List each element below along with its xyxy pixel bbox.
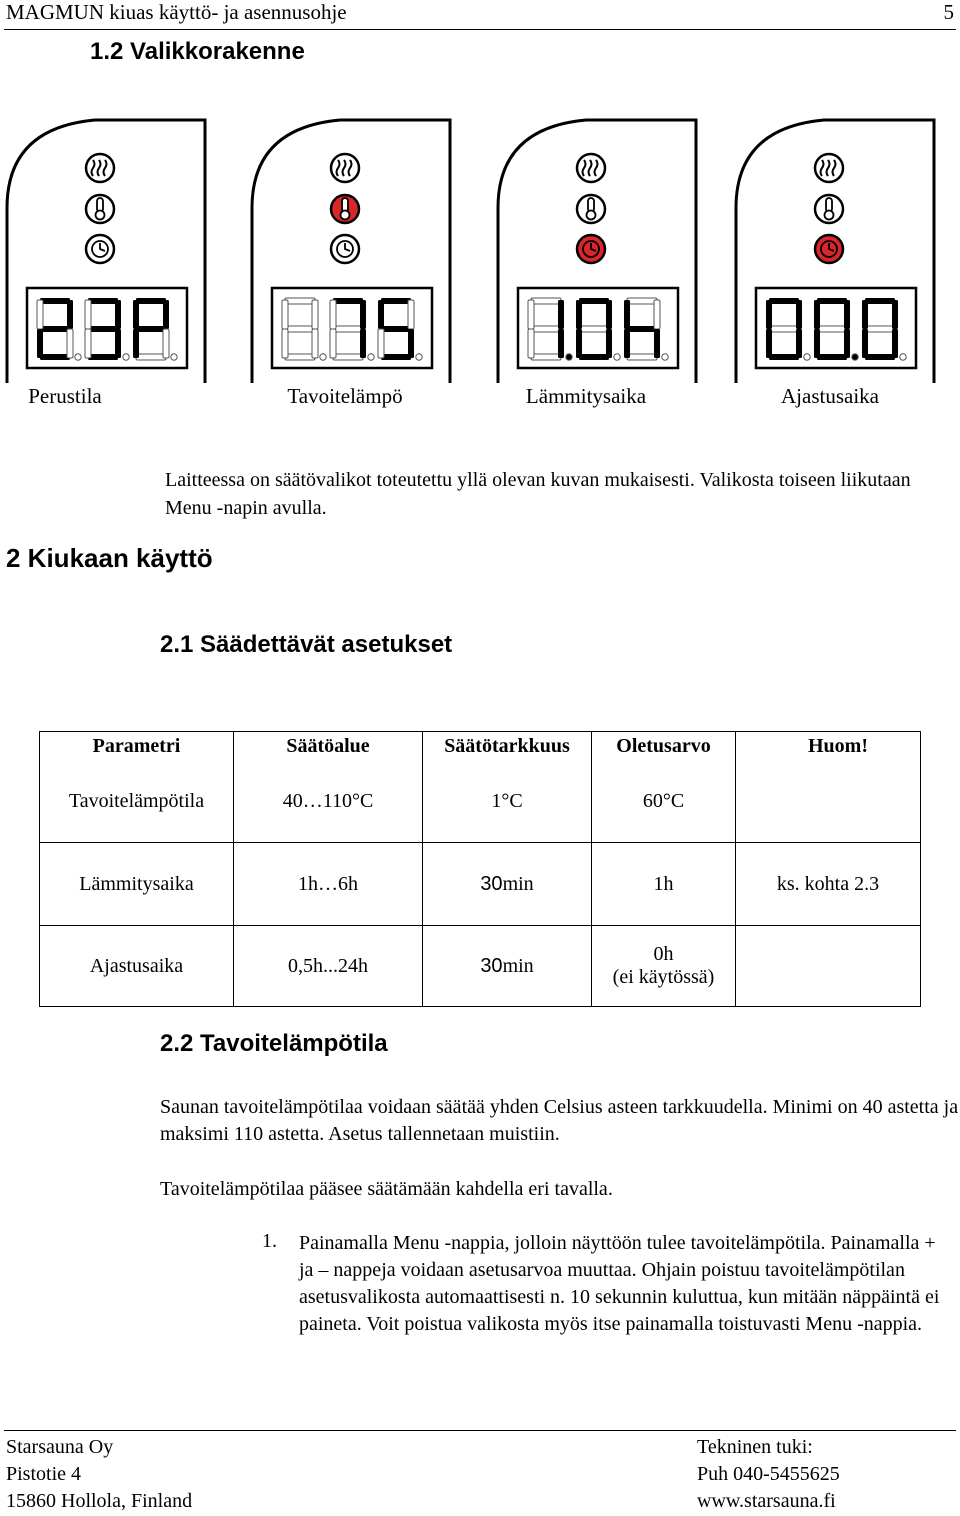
seven-segment-display bbox=[756, 288, 916, 368]
decimal-point bbox=[804, 354, 810, 360]
panel-perustila bbox=[5, 118, 225, 383]
footer-address bbox=[6, 1434, 192, 1515]
display-segment bbox=[654, 329, 660, 358]
default-note: (ei käytössä) bbox=[612, 966, 715, 988]
display-segment bbox=[37, 300, 43, 329]
display-segment bbox=[360, 300, 366, 329]
display-segment bbox=[579, 354, 609, 360]
heat-icon bbox=[86, 154, 114, 182]
clock-icon bbox=[331, 235, 359, 263]
decimal-point bbox=[566, 354, 572, 360]
display-segment bbox=[606, 329, 612, 358]
display-segment bbox=[624, 329, 630, 358]
display-segment bbox=[85, 300, 91, 329]
panel-graphic bbox=[496, 118, 716, 383]
display-segment bbox=[115, 329, 121, 358]
paragraph: Tavoitelämpötilaa pääsee säätämään kahdella eri tavalla. bbox=[160, 1178, 613, 1200]
display-segment bbox=[814, 329, 820, 358]
display-segment bbox=[133, 329, 139, 358]
display-segment bbox=[576, 329, 582, 358]
decimal-point bbox=[368, 354, 374, 360]
default-value: 0h bbox=[653, 943, 674, 965]
footer-phone: Puh 040-5455625 bbox=[697, 1463, 840, 1485]
list-item-text: Painamalla Menu -nappia, jolloin näyttöön tulee tavoitelämpötila. Painamalla + ja – nappeja voidaan asetusarvoa muuttaa. Ohjain poistuu tavoitelämpötilan asetusvalikosta automaattisesti n. 10 sekunnin kuluttua, kun mitään näppäintä ei paineta. Voit poistua valikosta myös itse painamalla toistuvasti Menu -nappia. bbox=[299, 1232, 940, 1335]
display-segment bbox=[531, 326, 561, 332]
header-title: MAGMUN kiuas käyttö- ja asennusohje bbox=[6, 0, 347, 24]
display-segment bbox=[766, 300, 772, 329]
display-segment bbox=[627, 326, 657, 332]
display-segment bbox=[892, 329, 898, 358]
table-row bbox=[40, 760, 921, 843]
table-cell-range: 1h…6h bbox=[234, 843, 423, 926]
display-segment bbox=[133, 300, 139, 329]
panel-lammitysaika bbox=[496, 118, 716, 383]
table-row bbox=[40, 843, 921, 926]
table-header-cell: Parametri bbox=[40, 732, 234, 761]
display-segment bbox=[817, 298, 847, 304]
display-segment bbox=[163, 329, 169, 358]
page-number: 5 bbox=[943, 0, 954, 24]
display-segment bbox=[360, 329, 366, 358]
display-segment bbox=[766, 329, 772, 358]
heat-icon bbox=[331, 154, 359, 182]
display-segment bbox=[40, 354, 70, 360]
table-cell-default bbox=[592, 926, 736, 1007]
decimal-point bbox=[171, 354, 177, 360]
display-segment bbox=[40, 298, 70, 304]
table-cell-param: Lämmitysaika bbox=[40, 843, 234, 926]
panel-graphic bbox=[5, 118, 225, 383]
seven-segment-display bbox=[272, 288, 432, 368]
display-segment bbox=[576, 300, 582, 329]
section-heading-2-1: 2.1 Säädettävät asetukset bbox=[160, 631, 453, 658]
footer-web[interactable]: www.starsauna.fi bbox=[697, 1490, 836, 1512]
table-cell-param: Ajastusaika bbox=[40, 926, 234, 1007]
section-heading-1-2: 1.2 Valikkorakenne bbox=[90, 38, 305, 65]
display-segment bbox=[817, 326, 847, 332]
table-cell-default: 60°C bbox=[592, 760, 736, 843]
display-segment bbox=[333, 298, 363, 304]
decimal-point bbox=[662, 354, 668, 360]
display-segment bbox=[85, 329, 91, 358]
display-segment bbox=[115, 300, 121, 329]
panel-graphic bbox=[734, 118, 954, 383]
footer-street: Pistotie 4 bbox=[6, 1463, 82, 1485]
table-cell-step bbox=[423, 926, 592, 1007]
table-cell-range: 40…110°C bbox=[234, 760, 423, 843]
footer-city: 15860 Hollola, Finland bbox=[6, 1490, 193, 1512]
clock-icon bbox=[86, 235, 114, 263]
display-segment bbox=[862, 329, 868, 358]
panel-tavoitelampo bbox=[250, 118, 470, 383]
footer-support bbox=[697, 1434, 840, 1515]
display-segment bbox=[88, 298, 118, 304]
table-header-cell: Oletusarvo bbox=[592, 732, 736, 761]
table-row bbox=[40, 926, 921, 1007]
decimal-point bbox=[123, 354, 129, 360]
panel-label-lammitysaika: Lämmitysaika bbox=[525, 384, 647, 408]
display-segment bbox=[817, 354, 847, 360]
step-number: 1°C bbox=[491, 789, 523, 812]
display-segment bbox=[378, 300, 384, 329]
display-segment bbox=[312, 329, 318, 358]
display-segment bbox=[769, 298, 799, 304]
decimal-point bbox=[900, 354, 906, 360]
table-cell-note bbox=[736, 926, 921, 1007]
display-segment bbox=[88, 326, 118, 332]
panel-label-perustila: Perustila bbox=[28, 384, 102, 408]
panel-graphic bbox=[250, 118, 470, 383]
display-segment bbox=[579, 326, 609, 332]
display-segment bbox=[844, 329, 850, 358]
display-segment bbox=[528, 329, 534, 358]
section-heading-2: 2 Kiukaan käyttö bbox=[6, 543, 213, 573]
display-segment bbox=[862, 300, 868, 329]
display-segment bbox=[136, 354, 166, 360]
decimal-point bbox=[320, 354, 326, 360]
thermometer-icon bbox=[86, 195, 114, 223]
display-segment bbox=[378, 329, 384, 358]
clock-icon bbox=[577, 235, 605, 263]
footer-rule bbox=[4, 1430, 956, 1431]
display-segment bbox=[330, 329, 336, 358]
display-segment bbox=[654, 300, 660, 329]
intro-paragraph: Laitteessa on säätövalikot toteutettu yllä olevan kuvan mukaisesti. Valikosta toiseen liikutaan Menu -napin avulla. bbox=[165, 469, 911, 519]
table-header-cell: Säätötarkkuus bbox=[423, 732, 592, 761]
panel-ajastusaika bbox=[734, 118, 954, 383]
panel-label-tavoitelampo: Tavoitelämpö bbox=[287, 384, 403, 408]
display-segment bbox=[136, 326, 166, 332]
display-segment bbox=[330, 300, 336, 329]
display-segment bbox=[163, 300, 169, 329]
display-segment bbox=[67, 300, 73, 329]
display-segment bbox=[528, 300, 534, 329]
display-segment bbox=[285, 298, 315, 304]
display-segment bbox=[627, 354, 657, 360]
footer-company: Starsauna Oy bbox=[6, 1436, 114, 1458]
display-segment bbox=[579, 298, 609, 304]
header-rule bbox=[4, 29, 956, 30]
display-segment bbox=[844, 300, 850, 329]
table-cell-default: 1h bbox=[592, 843, 736, 926]
display-segment bbox=[312, 300, 318, 329]
list-number: 1. bbox=[262, 1230, 277, 1252]
display-segment bbox=[88, 354, 118, 360]
table-header-cell: Säätöalue bbox=[234, 732, 423, 761]
step-number: 30 bbox=[480, 872, 503, 895]
display-segment bbox=[531, 354, 561, 360]
display-segment bbox=[796, 329, 802, 358]
decimal-point bbox=[416, 354, 422, 360]
table-cell-note bbox=[736, 760, 921, 843]
display-segment bbox=[408, 329, 414, 358]
step-unit: min bbox=[502, 954, 534, 977]
step-number: 30 bbox=[480, 954, 503, 977]
decimal-point bbox=[614, 354, 620, 360]
display-segment bbox=[408, 300, 414, 329]
table-header-cell: Huom! bbox=[736, 732, 921, 761]
display-segment bbox=[531, 298, 561, 304]
display-segment bbox=[814, 300, 820, 329]
thermometer-icon bbox=[815, 195, 843, 223]
display-segment bbox=[381, 326, 411, 332]
display-segment bbox=[892, 300, 898, 329]
display-segment bbox=[381, 354, 411, 360]
display-segment bbox=[558, 329, 564, 358]
seven-segment-display bbox=[27, 288, 187, 368]
display-segment bbox=[624, 300, 630, 329]
decimal-point bbox=[852, 354, 858, 360]
display-segment bbox=[865, 326, 895, 332]
display-segment bbox=[381, 298, 411, 304]
display-segment bbox=[37, 329, 43, 358]
display-segment bbox=[333, 326, 363, 332]
table-cell-step bbox=[423, 843, 592, 926]
display-segment bbox=[606, 300, 612, 329]
display-segment bbox=[67, 329, 73, 358]
table-cell-range: 0,5h...24h bbox=[234, 926, 423, 1007]
display-segment bbox=[282, 300, 288, 329]
seven-segment-display bbox=[518, 288, 678, 368]
display-segment bbox=[136, 298, 166, 304]
table-cell-param: Tavoitelämpötila bbox=[40, 760, 234, 843]
display-segment bbox=[796, 300, 802, 329]
display-segment bbox=[865, 354, 895, 360]
step-unit: min bbox=[502, 872, 534, 895]
display-segment bbox=[40, 326, 70, 332]
clock-icon bbox=[815, 235, 843, 263]
decimal-point bbox=[75, 354, 81, 360]
display-segment bbox=[627, 298, 657, 304]
heat-icon bbox=[815, 154, 843, 182]
panel-label-ajastusaika: Ajastusaika bbox=[781, 384, 879, 408]
thermometer-icon bbox=[331, 195, 359, 223]
table-cell-step bbox=[423, 760, 592, 843]
display-segment bbox=[285, 326, 315, 332]
thermometer-icon bbox=[577, 195, 605, 223]
section-heading-2-2: 2.2 Tavoitelämpötila bbox=[160, 1030, 388, 1057]
footer-support-label: Tekninen tuki: bbox=[697, 1436, 813, 1458]
table-cell-note: ks. kohta 2.3 bbox=[736, 843, 921, 926]
heat-icon bbox=[577, 154, 605, 182]
display-segment bbox=[769, 354, 799, 360]
display-segment bbox=[769, 326, 799, 332]
paragraph: Saunan tavoitelämpötilaa voidaan säätää yhden Celsius asteen tarkkuudella. Minimi on 40 astetta ja maksimi 110 astetta. Asetus tallennetaan muistiin. bbox=[160, 1096, 959, 1145]
table-header-row bbox=[40, 732, 921, 761]
display-segment bbox=[285, 354, 315, 360]
settings-table bbox=[39, 731, 921, 1007]
display-segment bbox=[333, 354, 363, 360]
display-segment bbox=[282, 329, 288, 358]
display-segment bbox=[865, 298, 895, 304]
display-segment bbox=[558, 300, 564, 329]
